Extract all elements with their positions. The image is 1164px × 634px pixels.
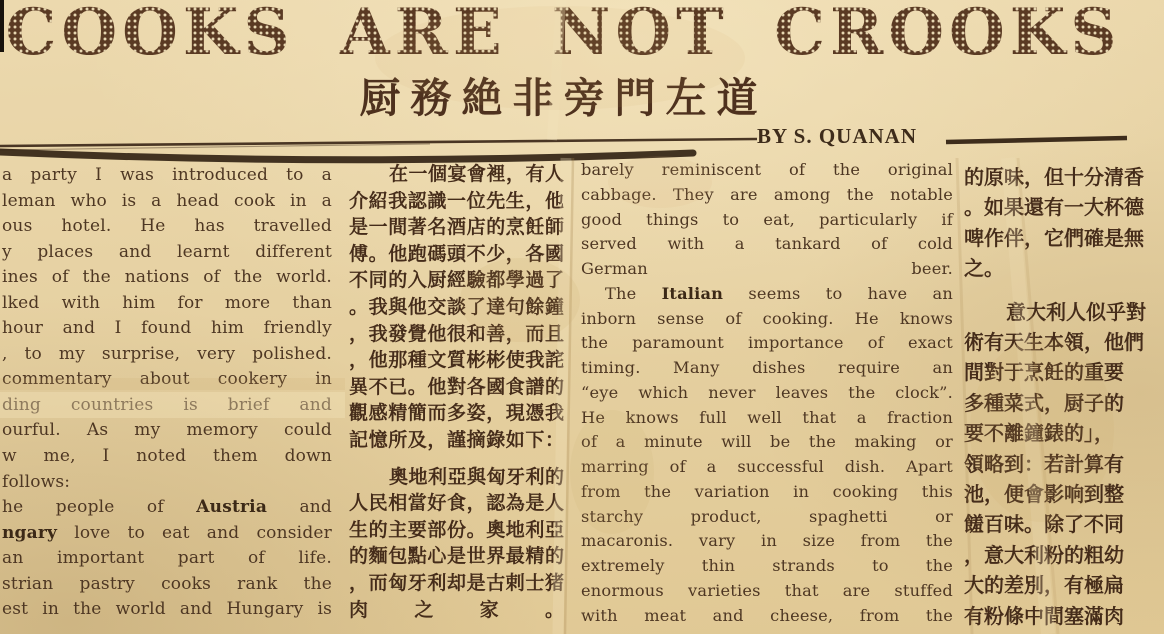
text-line: lked with him for more than xyxy=(2,292,332,313)
text-line: 傅。他跑碼頭不少，各國 xyxy=(349,242,564,265)
text-line: 觀感精簡而多姿，現憑我 xyxy=(349,402,564,425)
text-line: served with a tankard of cold xyxy=(581,234,953,254)
text-line: the paramount importance of exact xyxy=(581,333,953,353)
text-line: inborn sense of cooking. He knows xyxy=(581,308,953,328)
text-line: 是一間著名酒店的烹飪師 xyxy=(349,216,564,239)
crease-shadow-middle xyxy=(565,158,573,634)
text-line: an important part of life. xyxy=(2,548,332,569)
text-line: commentary about cookery in xyxy=(2,369,332,390)
text-line: marring of a successful dish. Apart xyxy=(581,457,953,476)
chinese-subtitle: 厨務絶非旁門左道 xyxy=(359,74,768,122)
text-line: 要不離鐘錶的」， xyxy=(964,421,1114,446)
text-line: ngary love to eat and consider xyxy=(2,522,332,543)
text-line: strian pastry cooks rank the xyxy=(2,573,332,594)
text-line: 的麵包點心是世界最精的 xyxy=(349,545,564,568)
decorative-rule-right xyxy=(946,138,1127,142)
text-line: y places and learnt different xyxy=(2,241,332,262)
text-line: from the variation in cooking this xyxy=(581,481,953,501)
decorative-rule-left xyxy=(0,139,757,146)
page-title: COOKS ARE NOT CROOKS xyxy=(0,0,1127,72)
text-line: of a minute will be the making or xyxy=(581,432,953,452)
text-line: The Italian seems to have an xyxy=(605,283,954,303)
text-line: 記憶所及，謹摘錄如下： xyxy=(349,428,564,451)
text-line: ，他那種文質彬彬使我詫 xyxy=(349,349,564,372)
byline: BY S. QUANAN xyxy=(757,124,917,148)
article-column-1 xyxy=(2,163,332,623)
text-line: ous hotel. He has travelled xyxy=(2,216,332,237)
text-line: cabbage. They are among the notable xyxy=(581,184,953,204)
text-line: good things to eat, particularly if xyxy=(581,209,953,229)
text-line: ，而匈牙利却是古剌士猪 xyxy=(349,571,564,594)
text-line: 領略到：若計算有 xyxy=(964,451,1124,476)
text-line: 啤作伴，它們確是無 xyxy=(964,225,1144,250)
text-line: w me, I noted them down xyxy=(2,446,332,467)
text-line: 奧地利亞與匈牙利的 xyxy=(389,465,564,488)
text-line: macaronis. vary in size from the xyxy=(581,531,953,551)
text-line: 間對于烹飪的重要 xyxy=(964,360,1124,385)
text-line: ourful. As my memory could xyxy=(2,420,332,441)
text-line: a party I was introduced to a xyxy=(2,165,332,185)
text-line: 之。 xyxy=(964,256,1004,281)
article-column-2 xyxy=(349,161,564,623)
text-line: extremely thin strands to the xyxy=(581,556,953,575)
text-line: with meat and cheese, from the xyxy=(581,605,953,625)
text-line: ，我發覺他很和善，而且 xyxy=(349,322,564,345)
text-line: 意大利人似乎對 xyxy=(1006,299,1146,324)
text-line: He knows full well that a fraction xyxy=(581,407,953,427)
text-line: 肉之家。 xyxy=(349,598,564,621)
text-line: ding countries is brief and xyxy=(2,394,332,415)
text-line: ines of the nations of the world. xyxy=(2,267,332,288)
photo-edge-shadow xyxy=(0,0,4,52)
text-line: 有粉條中間塞滿肉 xyxy=(964,603,1124,628)
article-column-4 xyxy=(964,162,1164,631)
text-line: 異不已。他對各國食譜的 xyxy=(349,375,564,398)
text-line: 人民相當好食，認為是人 xyxy=(349,492,564,515)
text-line: he people of Austria and xyxy=(2,497,333,518)
text-line: 介紹我認識一位先生，他 xyxy=(349,189,564,212)
text-line: leman who is a head cook in a xyxy=(2,190,332,211)
text-line: 多種菜式，厨子的 xyxy=(964,390,1124,415)
text-line: , to my surprise, very polished. xyxy=(2,343,332,364)
text-line: 大的差別，有極扁 xyxy=(964,573,1124,598)
text-line: enormous varieties that are stuffed xyxy=(581,580,953,600)
text-line: follows: xyxy=(2,471,71,492)
text-line: starchy product, spaghetti or xyxy=(581,506,953,526)
text-line: “eye which never leaves the clock”. xyxy=(581,382,953,402)
text-line: 的原味，但十分清香 xyxy=(964,165,1144,189)
text-line: 在一個宴會裡，有人 xyxy=(389,163,564,185)
text-line: timing. Many dishes require an xyxy=(581,358,953,377)
text-line: 。我與他交談了達句餘鐘 xyxy=(349,295,564,318)
text-line: 術有天生本領，他們 xyxy=(964,330,1144,355)
text-line: 饈百味。除了不同 xyxy=(964,512,1124,537)
text-line: hour and I found him friendly xyxy=(2,318,332,339)
text-line: ，意大利粉的粗幼 xyxy=(964,542,1124,567)
article-column-3 xyxy=(581,158,953,628)
text-line: barely reminiscent of the original xyxy=(581,160,953,179)
decorative-rule-left-double xyxy=(0,144,430,150)
text-line: 。如果還有一大杯德 xyxy=(964,195,1144,220)
text-line: 池，便會影响到整 xyxy=(964,482,1124,507)
text-line: 不同的入厨經驗都學過了 xyxy=(349,269,564,292)
text-line: 生的主要部份。奧地利亞 xyxy=(349,518,564,541)
text-line: German beer. xyxy=(581,259,953,278)
text-line: est in the world and Hungary is xyxy=(2,599,332,620)
